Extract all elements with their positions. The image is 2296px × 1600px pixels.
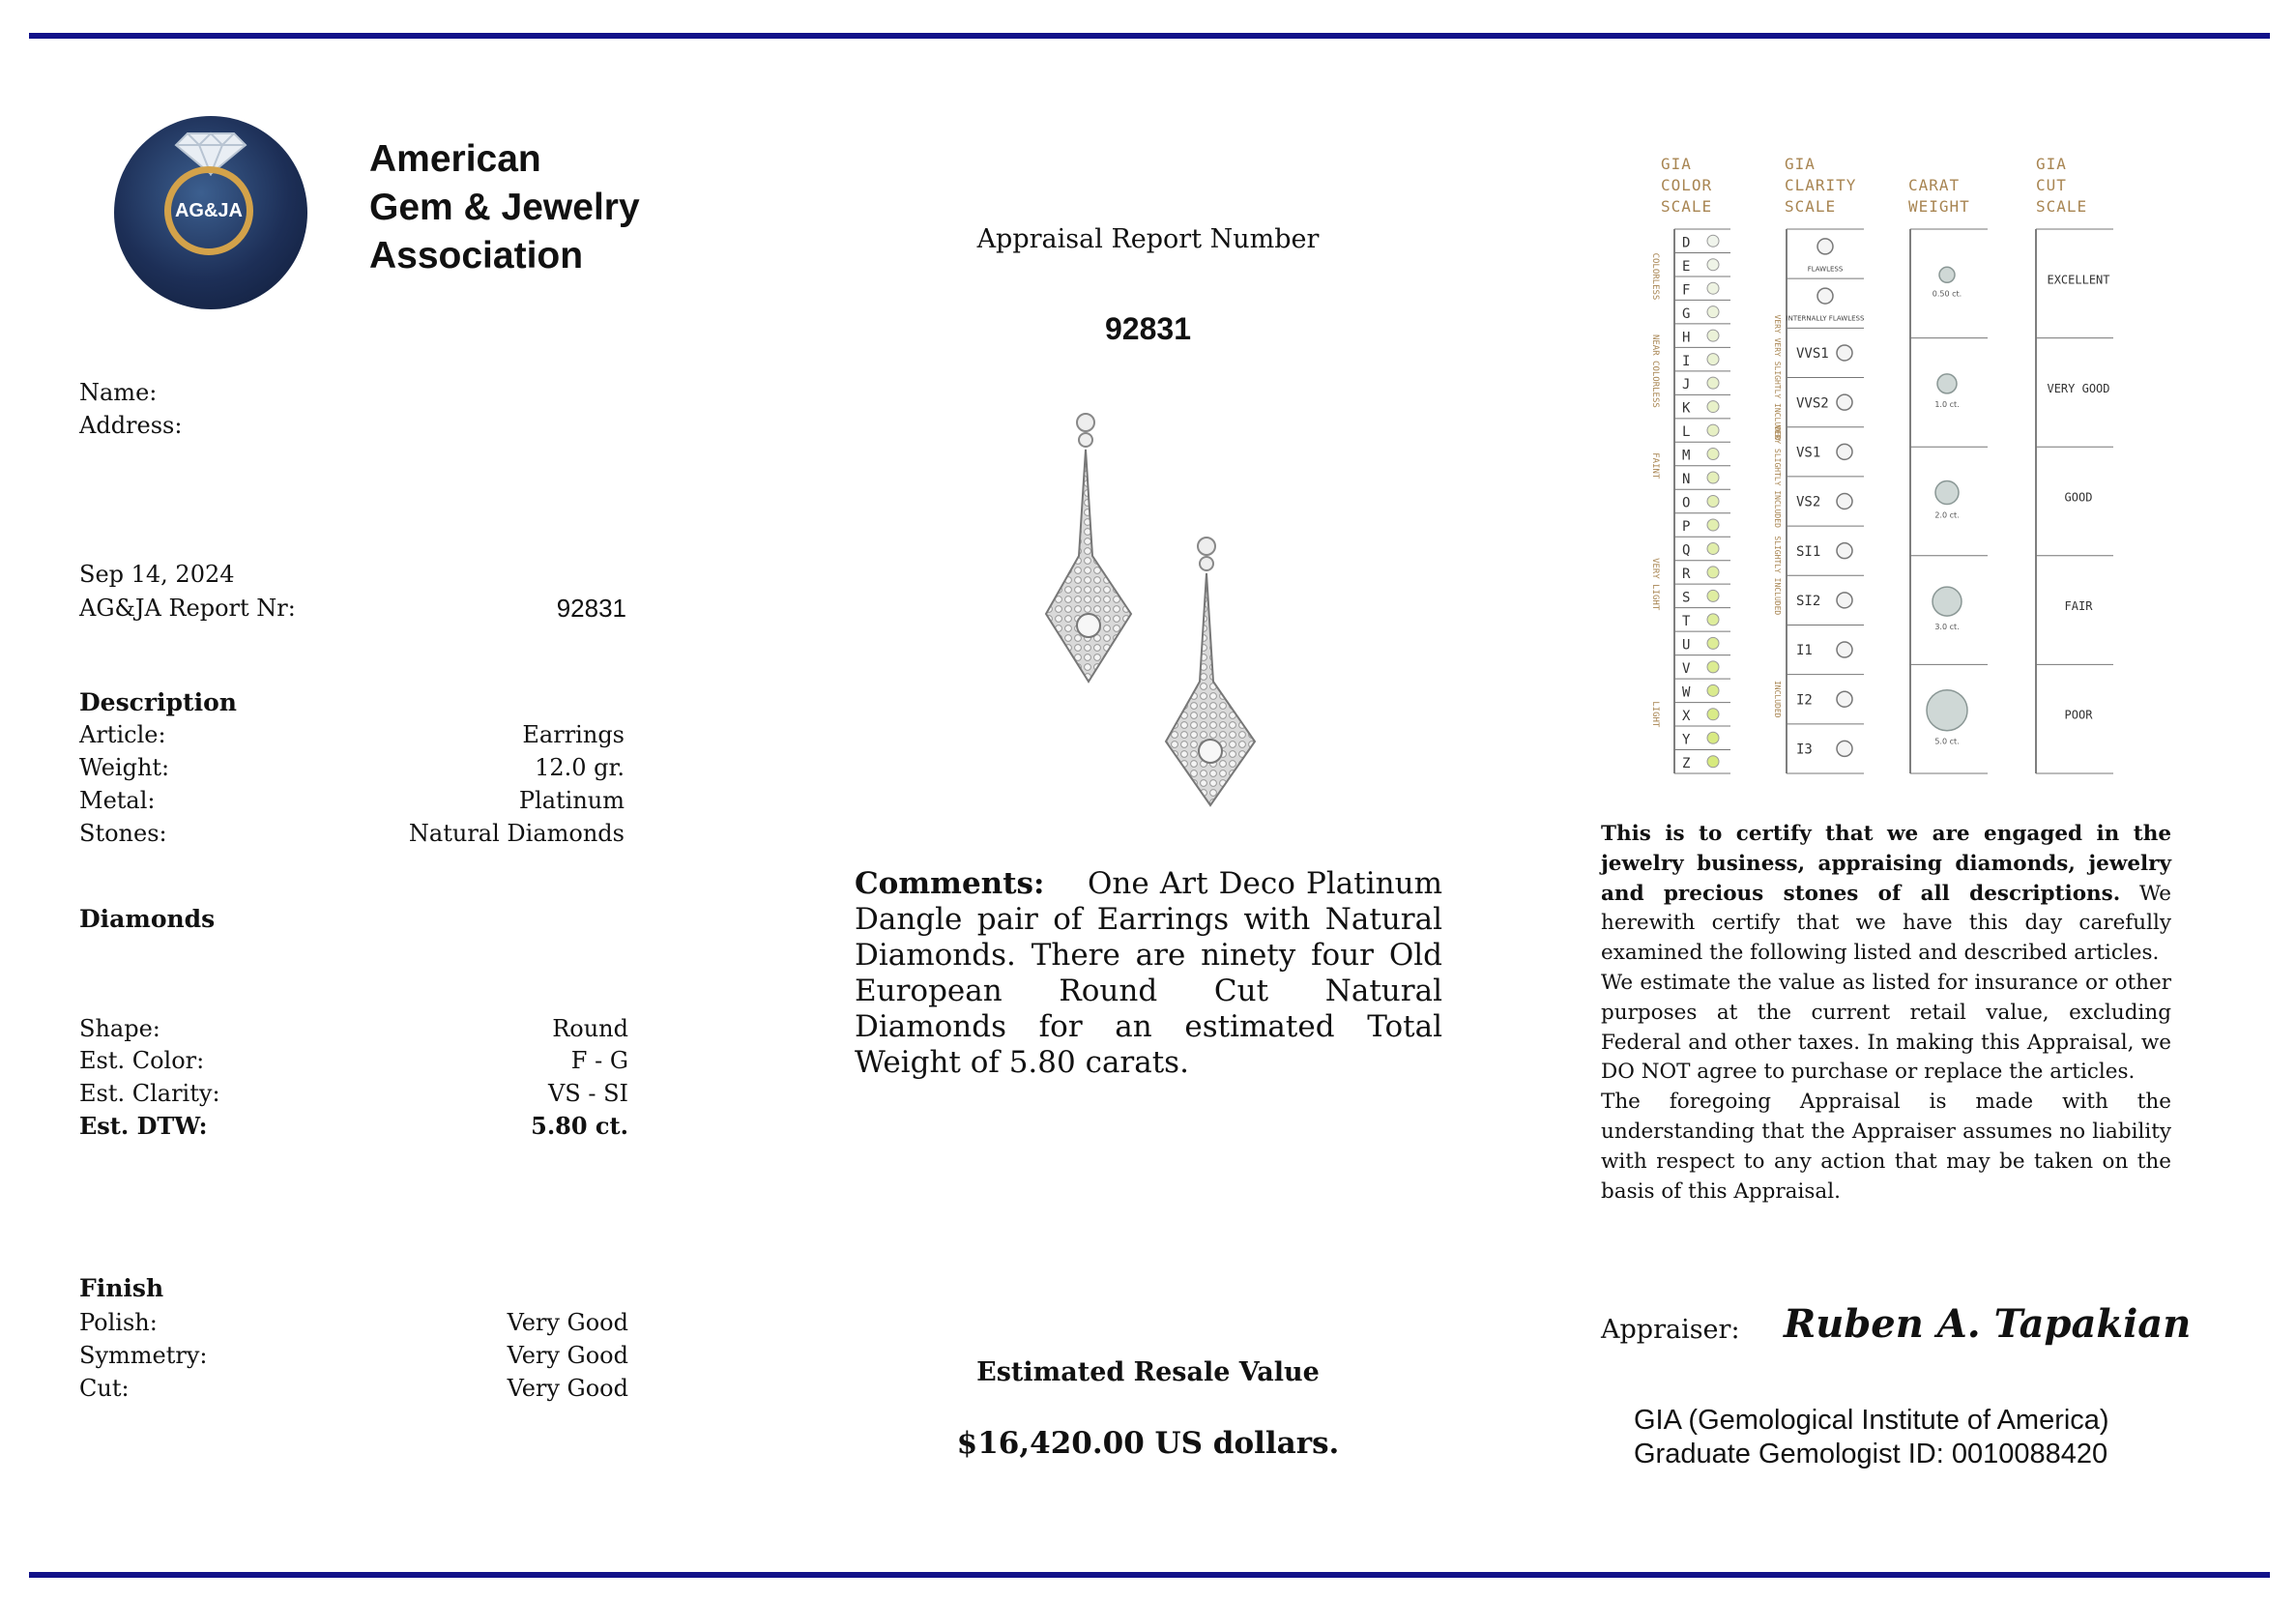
title-line: CLARITY — [1785, 176, 1857, 194]
color-grade-label: D — [1682, 235, 1691, 251]
certification-text — [1601, 820, 2171, 1207]
color-grade-label: T — [1682, 614, 1691, 630]
color-grade-label: E — [1682, 258, 1691, 275]
resale-value-label: Estimated Resale Value — [976, 1357, 1320, 1387]
carat-weight-label: 1.0 ct. — [1934, 399, 1960, 409]
earrings-image — [1025, 411, 1276, 807]
color-grade-swatch — [1707, 306, 1719, 318]
clarity-grade-icon — [1837, 543, 1852, 559]
clarity-grade-label: VVS1 — [1796, 346, 1829, 363]
color-grade-label: G — [1682, 305, 1691, 322]
color-grade-swatch — [1707, 661, 1719, 673]
color-grade-label: H — [1682, 330, 1691, 346]
cut-grade-label: GOOD — [2064, 490, 2093, 505]
carat-stone-icon — [1935, 480, 1959, 504]
color-grade-swatch — [1707, 732, 1719, 743]
color-grade-label: K — [1682, 400, 1691, 417]
report-date: Sep 14, 2024 — [79, 561, 235, 588]
color-grade-swatch — [1707, 424, 1719, 436]
comments-block — [855, 866, 1442, 1081]
color-grade-label: J — [1682, 377, 1691, 393]
bottom-rule — [29, 1572, 2270, 1578]
report-nr-value: 92831 — [556, 594, 626, 623]
row-label: Cut: — [79, 1375, 130, 1402]
color-grade-swatch — [1707, 519, 1719, 531]
title-line: SCALE — [1661, 197, 1713, 216]
gia-grading-chart — [1634, 150, 2136, 778]
appraisal-number-value: 92831 — [1105, 311, 1191, 346]
description-row-metal — [79, 784, 625, 817]
diamonds-row-shape — [79, 1012, 628, 1045]
clarity-grade-icon — [1837, 642, 1852, 657]
row-label: Est. Clarity: — [79, 1080, 220, 1107]
color-grade-swatch — [1707, 496, 1719, 508]
clarity-grade-label: SI1 — [1796, 543, 1821, 560]
color-grade-label: V — [1682, 660, 1691, 677]
resale-value-amount: $16,420.00 US dollars. — [956, 1426, 1340, 1461]
gia-scale-graphic — [1634, 150, 2136, 778]
row-label: Shape: — [79, 1015, 160, 1042]
carat-weight-label: 3.0 ct. — [1934, 623, 1960, 632]
cut-grade-label: VERY GOOD — [2047, 381, 2110, 395]
carat-stone-icon — [1927, 690, 1967, 731]
title-line: CARAT — [1908, 176, 1961, 194]
clarity-group-label: INCLUDED — [1773, 680, 1782, 718]
carat-stone-icon — [1933, 587, 1962, 616]
color-grade-swatch — [1707, 259, 1719, 271]
title-line: SCALE — [2036, 197, 2088, 216]
credential-line: Graduate Gemologist ID: 0010088420 — [1634, 1439, 2108, 1469]
carat-weight-label: 5.0 ct. — [1934, 737, 1960, 746]
title-line: SCALE — [1785, 197, 1837, 216]
appraisal-number-title: Appraisal Report Number — [976, 224, 1320, 254]
color-grade-label: F — [1682, 282, 1691, 299]
title-line: COLOR — [1661, 176, 1713, 194]
carat-weight-label: 2.0 ct. — [1934, 510, 1960, 520]
certification-text-3: The foregoing Appraisal is made with the understanding that the Appraiser assumes no liability with respect to any action that may be taken on the basis of this Appraisal. — [1601, 1090, 2171, 1204]
title-line: WEIGHT — [1908, 197, 1970, 216]
clarity-grade-icon — [1837, 494, 1852, 509]
name-label: Name: — [79, 379, 158, 406]
cut-grade-label: FAIR — [2064, 599, 2093, 614]
row-value: Very Good — [507, 1342, 628, 1369]
finish-row-symmetry — [79, 1339, 628, 1372]
clarity-grade-label: SI2 — [1796, 593, 1821, 609]
appraiser-credentials — [1634, 1404, 2109, 1471]
description-heading: Description — [79, 688, 237, 716]
row-label: Weight: — [79, 754, 170, 781]
certification-text-1: We herewith certify that we have this day carefully examined the following listed and described articles. — [1601, 881, 2172, 966]
clarity-grade-icon — [1837, 444, 1852, 459]
clarity-group-label: SLIGHTLY INCLUDED — [1773, 536, 1782, 616]
color-group-label: COLORLESS — [1650, 252, 1660, 301]
color-group-label: NEAR COLORLESS — [1650, 334, 1660, 408]
clarity-group-label: VERY SLIGHTLY INCLUDED — [1773, 424, 1782, 528]
clarity-grade-label: FLAWLESS — [1807, 265, 1844, 274]
appraiser-label: Appraiser: — [1601, 1315, 1740, 1345]
client-info — [79, 376, 182, 442]
row-value: 5.80 ct. — [531, 1112, 628, 1140]
color-group-label: VERY LIGHT — [1650, 558, 1660, 611]
association-name-line: American — [369, 138, 541, 180]
carat-weight-label: 0.50 ct. — [1932, 289, 1962, 299]
description-row-weight — [79, 751, 625, 784]
logo-ring — [164, 166, 253, 255]
clarity-grade-label: INTERNALLY FLAWLESS — [1786, 314, 1865, 323]
description-row-stones — [79, 817, 625, 850]
color-grade-label: X — [1682, 708, 1691, 724]
credential-line: GIA (Gemological Institute of America) — [1634, 1405, 2109, 1436]
finish-heading: Finish — [79, 1274, 164, 1302]
description-row-article — [79, 718, 625, 751]
color-grade-swatch — [1707, 354, 1719, 365]
row-label: Stones: — [79, 820, 167, 847]
color-grade-swatch — [1707, 567, 1719, 578]
color-grade-label: L — [1682, 424, 1691, 441]
association-name — [369, 135, 640, 280]
appraiser-signature: Ruben A. Tapakian — [1784, 1301, 2192, 1347]
title-line: CUT — [2036, 176, 2067, 194]
row-value: Very Good — [507, 1375, 628, 1402]
color-grade-swatch — [1707, 709, 1719, 720]
row-value: Very Good — [507, 1309, 628, 1336]
clarity-group-label: VERY VERY SLIGHTLY INCLUDED — [1773, 314, 1782, 441]
row-value: Platinum — [518, 787, 625, 814]
diamonds-row-color — [79, 1044, 628, 1077]
row-label: Polish: — [79, 1309, 158, 1336]
carat-stone-icon — [1937, 374, 1957, 393]
color-group-label: FAINT — [1650, 452, 1660, 480]
color-grade-label: R — [1682, 567, 1691, 583]
color-grade-label: P — [1682, 519, 1691, 536]
title-line: GIA — [2036, 155, 2067, 173]
row-value: Natural Diamonds — [408, 820, 625, 847]
row-label: Est. Color: — [79, 1047, 205, 1074]
color-grade-swatch — [1707, 542, 1719, 554]
clarity-grade-label: VS2 — [1796, 494, 1821, 510]
color-grade-swatch — [1707, 449, 1719, 460]
clarity-grade-icon — [1837, 691, 1852, 707]
comments-label: Comments: — [855, 866, 1045, 901]
row-value: F - G — [570, 1047, 628, 1074]
color-grade-label: N — [1682, 472, 1691, 488]
report-nr-row — [79, 592, 626, 625]
row-label: Article: — [79, 721, 166, 748]
color-grade-label: W — [1682, 684, 1691, 701]
clarity-grade-label: I1 — [1796, 643, 1813, 659]
top-rule — [29, 33, 2270, 39]
color-grade-swatch — [1707, 282, 1719, 294]
color-group-label: LIGHT — [1650, 701, 1660, 728]
row-value: Round — [552, 1015, 628, 1042]
color-grade-swatch — [1707, 235, 1719, 247]
comments-text: One Art Deco Platinum Dangle pair of Earrings with Natural Diamonds. There are ninety four Old European Round Cut Natural Diamonds for an estimated Total Weight of 5.80 carats. — [855, 866, 1442, 1080]
color-grade-swatch — [1707, 684, 1719, 696]
color-grade-label: U — [1682, 637, 1691, 654]
clarity-grade-label: VVS2 — [1796, 395, 1829, 412]
color-grade-swatch — [1707, 756, 1719, 768]
title-line: GIA — [1661, 155, 1692, 173]
clarity-grade-icon — [1817, 288, 1833, 304]
earring-left — [1046, 414, 1131, 682]
color-grade-label: M — [1682, 448, 1691, 464]
color-grade-label: Z — [1682, 755, 1691, 771]
row-value: Earrings — [522, 721, 625, 748]
clarity-grade-icon — [1817, 239, 1833, 254]
clarity-grade-label: VS1 — [1796, 445, 1821, 461]
title-line: GIA — [1785, 155, 1816, 173]
color-grade-swatch — [1707, 637, 1719, 649]
diamonds-row-clarity — [79, 1077, 628, 1110]
clarity-grade-icon — [1837, 345, 1852, 361]
color-grade-swatch — [1707, 377, 1719, 389]
color-grade-label: S — [1682, 590, 1691, 606]
color-grade-swatch — [1707, 330, 1719, 341]
cut-grade-label: POOR — [2064, 708, 2093, 722]
association-name-line: Association — [369, 235, 584, 276]
finish-row-cut — [79, 1372, 628, 1405]
association-name-line: Gem & Jewelry — [369, 187, 640, 228]
color-grade-swatch — [1707, 614, 1719, 625]
color-grade-swatch — [1707, 590, 1719, 601]
clarity-grade-icon — [1837, 394, 1852, 410]
row-label: Est. DTW: — [79, 1112, 208, 1140]
clarity-grade-icon — [1837, 593, 1852, 608]
row-label: Metal: — [79, 787, 156, 814]
clarity-grade-label: I3 — [1796, 742, 1813, 758]
report-nr-label: AG&JA Report Nr: — [79, 595, 296, 622]
cut-grade-label: EXCELLENT — [2047, 273, 2110, 287]
diamonds-row-dtw — [79, 1110, 628, 1143]
certification-text-2: We estimate the value as listed for insurance or other purposes at the current retail value, excluding Federal and other taxes. In making this Appraisal, we DO NOT agree to purchase or replace the articles. — [1601, 970, 2171, 1085]
row-value: 12.0 gr. — [535, 754, 625, 781]
association-logo — [114, 116, 307, 309]
clarity-grade-icon — [1837, 741, 1852, 756]
row-value: VS - SI — [547, 1080, 628, 1107]
diamonds-heading: Diamonds — [79, 905, 216, 933]
earring-right — [1166, 538, 1255, 805]
color-grade-swatch — [1707, 472, 1719, 483]
color-grade-swatch — [1707, 401, 1719, 413]
address-label: Address: — [79, 412, 183, 439]
color-grade-label: O — [1682, 495, 1691, 511]
logo-monogram: AG&JA — [174, 199, 243, 221]
carat-stone-icon — [1939, 267, 1955, 282]
row-label: Symmetry: — [79, 1342, 208, 1369]
clarity-grade-label: I2 — [1796, 692, 1813, 709]
color-grade-label: Q — [1682, 542, 1691, 559]
color-grade-label: I — [1682, 353, 1691, 369]
certification-bold: This is to certify that we are engaged in the jewelry business, appraising diamonds, jewelry and precious stones of all descriptions. — [1601, 822, 2171, 906]
finish-row-polish — [79, 1306, 628, 1339]
color-grade-label: Y — [1682, 732, 1691, 748]
